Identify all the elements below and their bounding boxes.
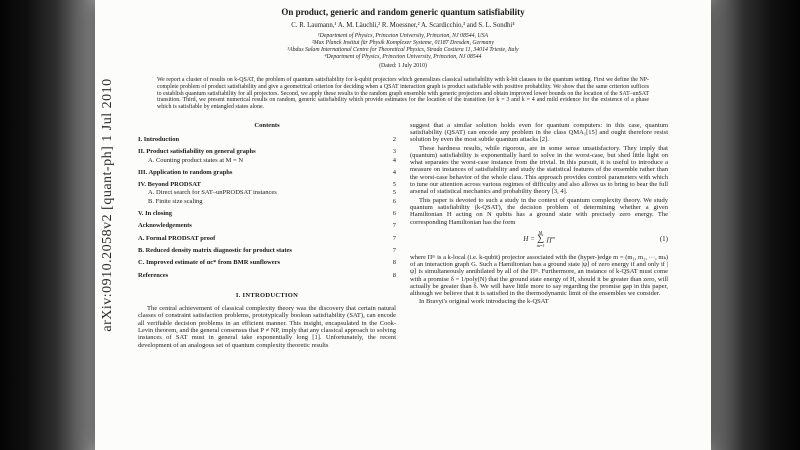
paper-title: On product, generic and random generic quantum satisfiability [281, 7, 525, 17]
projector-superscript: m [551, 235, 555, 241]
summation-upper-limit: M [538, 229, 543, 235]
toc-item [138, 181, 396, 188]
body-paragraph: These hardness results, while rigorous, are in some sense unsatisfactory. They imply that (quantum) satisfiability is exponentially hard to solve in the worst-case, but shed little light on what separates the worst-case instance from the trivial. In this pursuit, it is useful to introduce a measure on instances of satisfiability and study the statistical features of the ensemble rather than the worst-case behavior of the whole class. This approach provides control parameters with which to tune our attention across various regimes of difficulty and also allows us to bring to bear the full arsenal of statistical mechanics and probability theory [3, 4]. [410, 144, 668, 196]
equation-number: (1) [659, 235, 668, 244]
toc-item [138, 169, 396, 176]
affiliation-line: ²Max Planck Institut für Physik Komplexer Systeme, 01187 Dresden, Germany [312, 39, 494, 46]
toc-item-page: 5 [392, 189, 396, 197]
summation-lower-limit: m=1 [536, 243, 545, 249]
toc-item [138, 189, 396, 196]
arxiv-identifier-stamp: arXiv:0910.2058v2 [quant-ph] 1 Jul 2010 [100, 78, 115, 332]
toc-item [138, 157, 396, 164]
left-column [138, 122, 396, 349]
toc-item [138, 259, 396, 266]
toc-item-page: 2 [392, 135, 396, 143]
abstract: We report a cluster of results on k-QSAT, the problem of quantum satisfiability for k-qubit projectors which generalizes classical satisfiability with k-bit clauses to the quantum setting. First we define the NP-complete problem of product satisfiability and give a geometrical criterion for deciding when a QSAT interaction graph is product satisfiable with positive probability. We show that the same criterion suffices to establish quantum satisfiability for all projectors. Second, we apply these results to the random graph ensemble with generic projectors and obtain improved lower bounds on the location of the SAT–unSAT transition. Third, we present numerical results on random, generic satisfiability which provide estimates for the location of the transition for k = 3 and k = 4 and mild evidence for the existence of a phase which is satisfiable by entangled states alone. [157, 77, 649, 110]
toc-item-label: A. Formal PRODSAT proof [138, 234, 216, 242]
right-column [410, 122, 668, 349]
toc-item-label: References [138, 271, 169, 279]
toc-item [138, 235, 396, 242]
contents-heading: Contents [254, 121, 280, 129]
author-list: C. R. Laumann,¹ A. M. Läuchli,² R. Moessner,² A. Scardicchio,³ and S. L. Sondhi⁴ [291, 22, 515, 29]
toc-item-label: A. Direct search for SAT–unPRODSAT instances [148, 189, 277, 197]
affiliation-line: ¹Department of Physics, Princeton University, Princeton, NJ 08544, USA [317, 33, 489, 39]
toc-item-page: 7 [392, 234, 396, 242]
toc-item-page: 6 [392, 210, 396, 218]
equation-term [546, 234, 554, 245]
toc-item-label: B. Reduced density matrix diagnostic for product states [138, 246, 292, 254]
toc-item-page: 3 [392, 148, 396, 156]
equation-1 [410, 231, 668, 249]
summation-symbol [537, 231, 545, 249]
toc-item-label: B. Finite size scaling [148, 197, 203, 205]
body-paragraph: where Πᵐ is a k-local (i.e. k-qubit) projector associated with the (hyper-)edge m = (m₁, m₂, ···, mₖ) of an interaction graph G. Such a Hamiltonian has a ground state |ψ⟩ of zero energy if and only if |ψ⟩ is simultaneously annihilated by all of the Πᵐ. Furthermore, an instance of k-QSAT must come with a promise δ = 1/poly(N) that the ground state energy of H, should it be greater than zero, will actually be greater than δ. We will have little more to say regarding the promise gap in this paper, although we believe that it is satisfied in the thermodynamic limit of the ensembles we consider. [410, 253, 668, 298]
toc-item-page: 5 [392, 181, 396, 189]
toc-item-page: 8 [392, 271, 396, 279]
toc-item-page: 4 [392, 156, 396, 164]
toc-item-page: 7 [392, 246, 396, 254]
toc-item-label: V. In closing [138, 210, 173, 218]
toc-item-label: IV. Beyond PRODSAT [138, 181, 201, 189]
affiliation-line: ⁴Department of Physics, Princeton University, Princeton, NJ 08544 [324, 53, 482, 60]
toc-item [138, 148, 396, 155]
equation-lhs: H = [523, 235, 535, 244]
body-paragraph: In Bravyi's original work introducing the k-QSAT [419, 298, 549, 306]
toc-item-label: A. Counting product states at M = N [148, 156, 244, 164]
toc-item [138, 222, 396, 229]
toc-item-label: III. Application to random graphs [138, 168, 233, 176]
toc-item-label: II. Product satisfiability on general graphs [138, 148, 256, 156]
paper-header [95, 0, 711, 111]
two-column-body [95, 111, 711, 349]
toc-item-page: 7 [392, 222, 396, 230]
paper-page [95, 0, 711, 450]
body-paragraph: suggest that a similar solution holds even for quantum computers: in this case, quantum satisfiability (QSAT) can encode any problem in the class QMA₁[15] and ought therefore resist solution by even the most subtle quantum attacks [2]. [410, 121, 668, 144]
affiliations [95, 33, 711, 61]
toc-item-page: 6 [392, 197, 396, 205]
projector-symbol: Π [546, 236, 552, 245]
toc-item-page: 4 [392, 168, 396, 176]
toc-item [138, 198, 396, 205]
toc-item [138, 210, 396, 217]
dated-line: (Dated: 1 July 2010) [379, 63, 427, 70]
toc-item [138, 136, 396, 143]
toc-item-label: C. Improved estimate of αc* from BMR sunflowers [138, 259, 281, 267]
toc-item-label: Acknowledgements [138, 222, 192, 230]
section-heading-introduction: I. INTRODUCTION [235, 291, 299, 299]
affiliation-line: ³Abdus Salam International Centre for Theoretical Physics, Strada Costiera 11, 34014 Trieste, Italy [287, 46, 519, 53]
toc-item-label: I. Introduction [138, 135, 180, 143]
sigma-glyph: ∑ [537, 234, 544, 245]
intro-paragraph: The central achievement of classical complexity theory was the discovery that certain natural classes of constraint satisfaction problems, prototypically boolean satisfiability (SAT), can encode all verifiable decision problems in an efficient manner. This insight, encapsulated in the Cook-Levin theorem, and the general consensus that P ≠ NP, imply that any classical approach to solving instances of SAT must in general take exponentially long [1]. Unfortunately, the recent development of an analogous set of quantum complexity theoretic results [138, 305, 396, 349]
body-paragraph: This paper is devoted to such a study in the context of quantum complexity theory. We study quantum satisfiability (k-QSAT), the decision problem of determining whether a given Hamiltonian H acting on N qubits has a ground state with precisely zero energy. The corresponding Hamiltonian has the form [410, 196, 668, 226]
toc-item-page: 8 [392, 259, 396, 267]
toc-item [138, 272, 396, 279]
toc-item [138, 247, 396, 254]
